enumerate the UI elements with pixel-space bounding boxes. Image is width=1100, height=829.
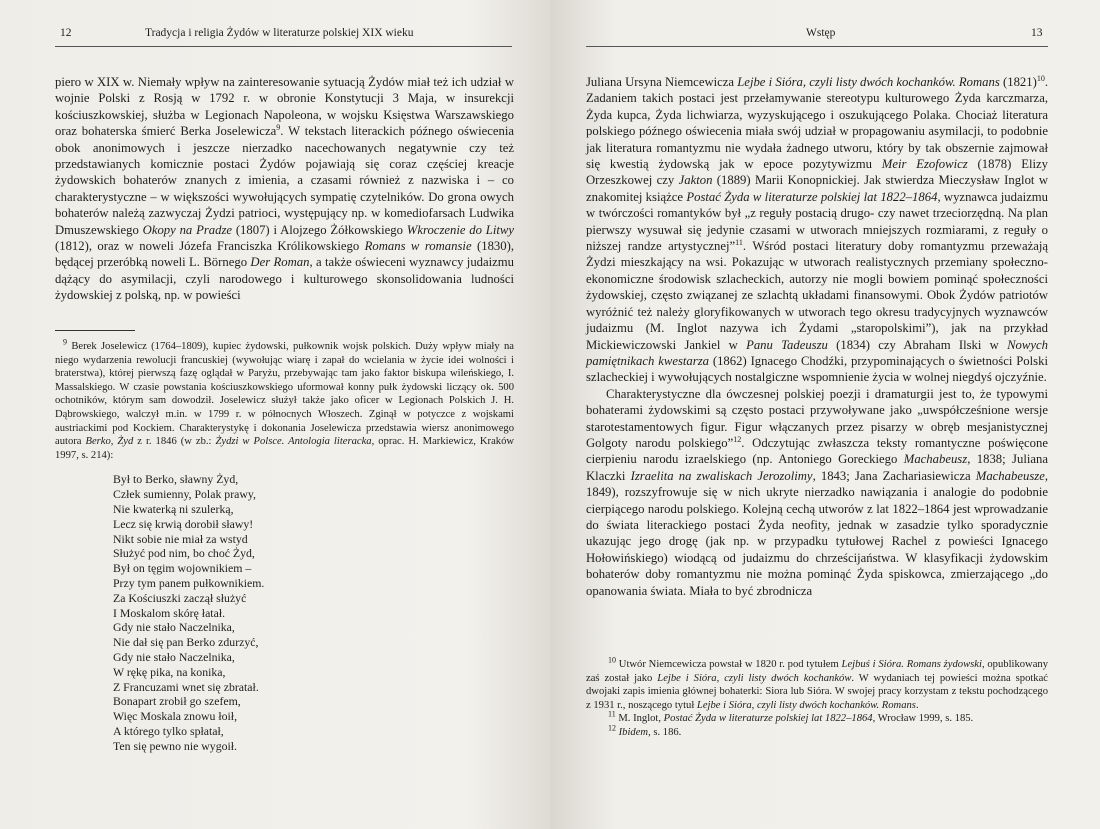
- italic-title: Romans w romansie: [364, 239, 472, 254]
- poem-line: Gdy nie stało Naczelnika,: [113, 649, 235, 664]
- right-footnotes: [586, 655, 1049, 740]
- footnote-11: [586, 709, 1048, 726]
- text-run: piero w XIX w. Niemały wpływ na zainteresowanie sytuacją Żydów miał też ich udział w wojnie Polski z Rosją w 1792 r. w obronie Konstytucji 3 Maja, w insurekcji kościuszkowskiej, służba w Legionach Napoleona, w wojsku Księstwa Warszawskiego oraz bohaterska śmierć Berka Joselewicza: [55, 75, 514, 139]
- italic-title: Machabeusz: [903, 452, 968, 467]
- italic-title: Lejbe i Sióra, czyli listy dwóch kochanków. Romans: [737, 75, 1000, 89]
- text-run: z r. 1846 (w zb.:: [133, 436, 216, 448]
- text-run: , Wrocław 1999, s. 185.: [872, 713, 974, 725]
- text-run: Juliana Ursyna Niemcewicza: [586, 75, 738, 89]
- page-number-left: 12: [60, 27, 72, 39]
- italic-title: Lejbe i Sióra, czyli listy dwóch kochanków: [657, 672, 852, 684]
- italic-title: Ibidem: [618, 726, 649, 738]
- right-page: [550, 0, 1100, 829]
- text-run: , opublikowany zaś został jako: [586, 659, 1048, 684]
- poem-line: Służyć pod nim, bo choć Żyd,: [113, 546, 255, 561]
- text-run: (1830), będącej przeróbką noweli L. Börnego: [55, 239, 515, 270]
- poem-line: Z Francuzami wnet się zbratał.: [113, 679, 259, 694]
- italic-title: Wkroczenie do Litwy: [406, 222, 514, 237]
- footnote-marker: 12: [733, 434, 742, 444]
- text-run: , oprac. H. Markiewicz, Kraków 1997, s. 214):: [55, 436, 515, 461]
- poem-line: Nikt sobie nie miał za wstyd: [113, 531, 248, 546]
- text-run: M. Inglot,: [615, 713, 664, 725]
- footnote-marker: 11: [608, 709, 616, 719]
- right-body-text: [586, 74, 1048, 599]
- page-number-right: 13: [1031, 27, 1043, 39]
- header-rule-left: [55, 46, 512, 47]
- poem-line: Nie kwaterką ni szulerką,: [113, 501, 234, 516]
- left-footnotes: [55, 330, 514, 753]
- italic-title: Lejbuś i Sióra. Romans żydowski: [841, 659, 982, 670]
- italic-title: Nowych pamiętnikach kwestarza: [586, 337, 1048, 368]
- text-run: (1862) Ignacego Chodźki, przypominających o świetności Polski szlacheckiej i wywołujących nostalgiczne wspomnienie życia w wolnej niegdyś ojczyźnie.: [586, 353, 1048, 385]
- poem-line: Był to Berko, sławny Żyd,: [113, 472, 239, 487]
- running-head-right: Wstęp: [806, 27, 836, 39]
- poem-line: Nie dał się pan Berko zdurzyć,: [113, 635, 259, 650]
- text-run: (1878) Elizy Orzeszkowej czy: [586, 157, 1048, 188]
- poem-line: I Moskalom skórę łatał.: [113, 605, 226, 620]
- text-run: (1812), oraz w noweli Józefa Franciszka Królikowskiego: [55, 239, 365, 254]
- left-body-text: [55, 74, 514, 304]
- text-run: (1834) czy Abraham Ilski w: [827, 337, 1008, 352]
- poem-line: Przy tym panem pułkownikiem.: [113, 575, 265, 590]
- italic-title: Jakton: [678, 173, 713, 188]
- italic-title: Berko, Żyd: [85, 436, 134, 448]
- poem-line: Bonapart zrobił go szefem,: [113, 694, 241, 709]
- footnote-10: [586, 655, 1049, 712]
- text-run: , s. 186.: [648, 726, 682, 738]
- poem-line: Więc Moskala znowu łoił,: [113, 709, 238, 724]
- left-paragraph: [55, 74, 514, 304]
- right-paragraph-2: [586, 386, 1048, 599]
- poem-line: A którego tylko spłatał,: [113, 723, 224, 738]
- text-run: Utwór Niemcewicza powstał w 1820 r. pod tytułem: [616, 659, 842, 670]
- footnote-marker: 12: [608, 723, 616, 733]
- text-run: . Odczytując zwłaszcza teksty romantyczne poświęcone cierpieniu narodu izraelskiego (np. Antoniego Goreckiego: [586, 435, 1048, 467]
- text-run: , 1843; Jana Zachariasiewicza: [812, 468, 976, 483]
- text-run: , 1849), rozszyfrowuje się w nich ukryte nierzadko nawiązania i analogie do podobnie cierpiącego narodu polskiego. Kolejną cechą utworów z lat 1822–1864 jest wprowadzanie do świata literackiego postaci Żyda neofity, jednak w zasadzie tylko sporadycznie ukazując jego drogę (jak np. w przypadku tytułowej Rachel z powieści Ignacego Hołowińskiego) wiodącą od judaizmu do chrześcijaństwa. W klasyfikacji żydowskim bohaterów doby romantyzmu nie można pominąć Żyda spiskowca, zmierzającego „do opanowania świata. Miała to być zbrodnicza: [586, 468, 1048, 598]
- footnote-marker: 10: [1036, 73, 1045, 83]
- text-run: , 1838; Juliana Klaczki: [586, 452, 1048, 483]
- poem-line: Ten się pewno nie wygoił.: [113, 738, 237, 753]
- footnote-rule-left: [55, 330, 135, 331]
- poem-line: Za Kościuszki zaczął służyć: [113, 590, 247, 605]
- footnote-12: [586, 723, 1048, 740]
- italic-title: Panu Tadeuszu: [746, 337, 828, 352]
- italic-title: Żydzi w Polsce. Antologia literacka: [215, 436, 372, 448]
- poem-line: Lecz się krwią dorobił sławy!: [113, 516, 254, 531]
- italic-title: Der Roman: [250, 255, 310, 270]
- text-run: . W tekstach literackich późnego oświecenia obok anonimowych i jeszcze nierzadko nacechowanych negatywnie czy też przedstawianych komicznie postaci Żydów pojawiają się coraz częściej kreacje żydowskich bohaterów znanych z imienia, a czasami również z nazwiska i – co charakterystyczne – w większości wywołujących sympatię czytelników. Do grona owych bohaterów należą zazwyczaj Żydzi patrioci, występujący np. w komediofarsach Ludwika Dmuszewskiego: [55, 124, 515, 237]
- text-run: , a także oświeceni wyznawcy judaizmu dążący do asymilacji, czyli narodowego i kulturowego skonsolidowania ludności żydowskiej z polską, np. w powieści: [55, 255, 515, 303]
- footnote-marker: 9: [63, 337, 67, 347]
- italic-title: Lejbe i Sióra, czyli listy dwóch kochanków. Romans: [696, 699, 916, 711]
- text-run: (1807) i Alojzego Żółkowskiego: [232, 222, 407, 237]
- italic-title: Postać Żyda w literaturze polskiej lat 1822–1864: [663, 713, 873, 725]
- text-run: . Wśród postaci literatury doby romantyzmu przeważają Żydzi mieszkający na wsi. Pokazując w utworach realistycznych przemiany społeczno-ekonomiczne środowisk szlacheckich, autorzy nie mogli bowiem pominąć społeczności żydowskiej, często związanej ze szlachtą układami finansowymi. Obok Żydów patriotów wyróżnić też należy gloryfikowanych w utworach tego okresu tradycyjnych wyznawców judaizmu (M. Inglot nazywa ich Żydami „staropolskimi”), jak na przykład Mickiewiczowski Jankiel w: [586, 239, 1048, 352]
- footnote-9: [55, 337, 515, 462]
- italic-title: Postać Żyda w literaturze polskiej lat 1822–1864: [686, 189, 938, 204]
- italic-title: Machabeusze: [975, 468, 1045, 483]
- poem-line: Był on tęgim wojownikiem –: [113, 561, 252, 576]
- text-run: (1821): [999, 75, 1037, 89]
- poem-line: Gdy nie stało Naczelnika,: [113, 620, 235, 635]
- poem-line: Człek sumienny, Polak prawy,: [113, 487, 256, 502]
- footnote-marker: 9: [276, 122, 281, 132]
- running-head-left: Tradycja i religia Żydów w literaturze polskiej XIX wieku: [145, 27, 414, 39]
- italic-title: Izraelita na zwaliskach Jerozolimy: [630, 468, 813, 483]
- right-paragraph-1: [586, 74, 1048, 386]
- text-run: (1889) Marii Konopnickiej. Jak stwierdza Mieczysław Inglot w znakomitej książce: [586, 173, 1048, 204]
- footnote-marker: 11: [735, 237, 743, 247]
- text-run: .: [915, 699, 919, 711]
- footnote-marker: 10: [608, 655, 616, 665]
- poem-line: W rękę pika, na konika,: [113, 664, 226, 679]
- header-rule-right: [586, 46, 1048, 47]
- text-run: Berek Joselewicz (1764–1809), kupiec żydowski, pułkownik wojsk polskich. Duży wpływ miały na niego wydarzenia rewolucji francuskiej (wywołując wiarę i zapał do wcielania w życie idei wolności i braterstwa), której pierwszą fazę oglądał w Paryżu, przebywając tam jako faktor biskupa wileńskiego, I. Massalskiego. W czasie powstania kościuszkowskiego uformował konny pułk żydowski liczący ok. 500 ochotników, którym sam dowodził. Joselewicz służył także jako oficer w Legionach Polskich J. H. Dąbrowskiego, walczył m.in. w 1799 r. w północnych Włoszech. Zginął w potyczce z wojskami austriackimi pod Kockiem. Charakterystykę i dokonania Joselewicza przedstawia wiersz anonimowego autora: [55, 341, 514, 448]
- text-run: , wyznawca judaizmu w twórczości romantyków był „z reguły postacią drugo- czy nawet trzeciorzędną. Na plan pierwszy wysuwał się jedynie czasami w utworach mniejszych rozmiarami, z reguły o niższej randze artystycznej”: [586, 189, 1048, 254]
- text-run: . W wydaniach tej powieści można spotkać dwojaki zapis imienia głównej bohaterki: Siora lub Sióra. W swojej pracy korzystam z tekstu pochodzącego z 1931 r., noszącego tytuł: [586, 672, 1049, 711]
- text-run: . Zadaniem takich postaci jest przełamywanie stereotypu kulturowego Żyda karczmarza, Żyda kupca, Żyda lichwiarza, wyzyskującego i oszukującego Polaka. Chociaż literatura polskiego późnego oświecenia miała swój udział w propagowaniu asymilacji, to podobnie jak literatura romantyzmu nie wydała żadnego utworu, który by tak obszernie zajmował się kwestią żydowską jak w epoce pozytywizmu: [586, 75, 1049, 172]
- italic-title: Meir Ezofowicz: [881, 157, 968, 172]
- text-run: Charakterystyczne dla ówczesnej polskiej poezji i dramaturgii jest to, że typowymi bohaterami żydowskimi są często postaci przywoływane jako „uwspółcześnione wersje starotestamentowych figur. Figur włączanych przez pisarzy w obręb mesjanistycznej Golgoty narodu polskiego”: [586, 386, 1048, 450]
- italic-title: Okopy na Pradze: [142, 222, 233, 237]
- berko-poem: [55, 472, 514, 753]
